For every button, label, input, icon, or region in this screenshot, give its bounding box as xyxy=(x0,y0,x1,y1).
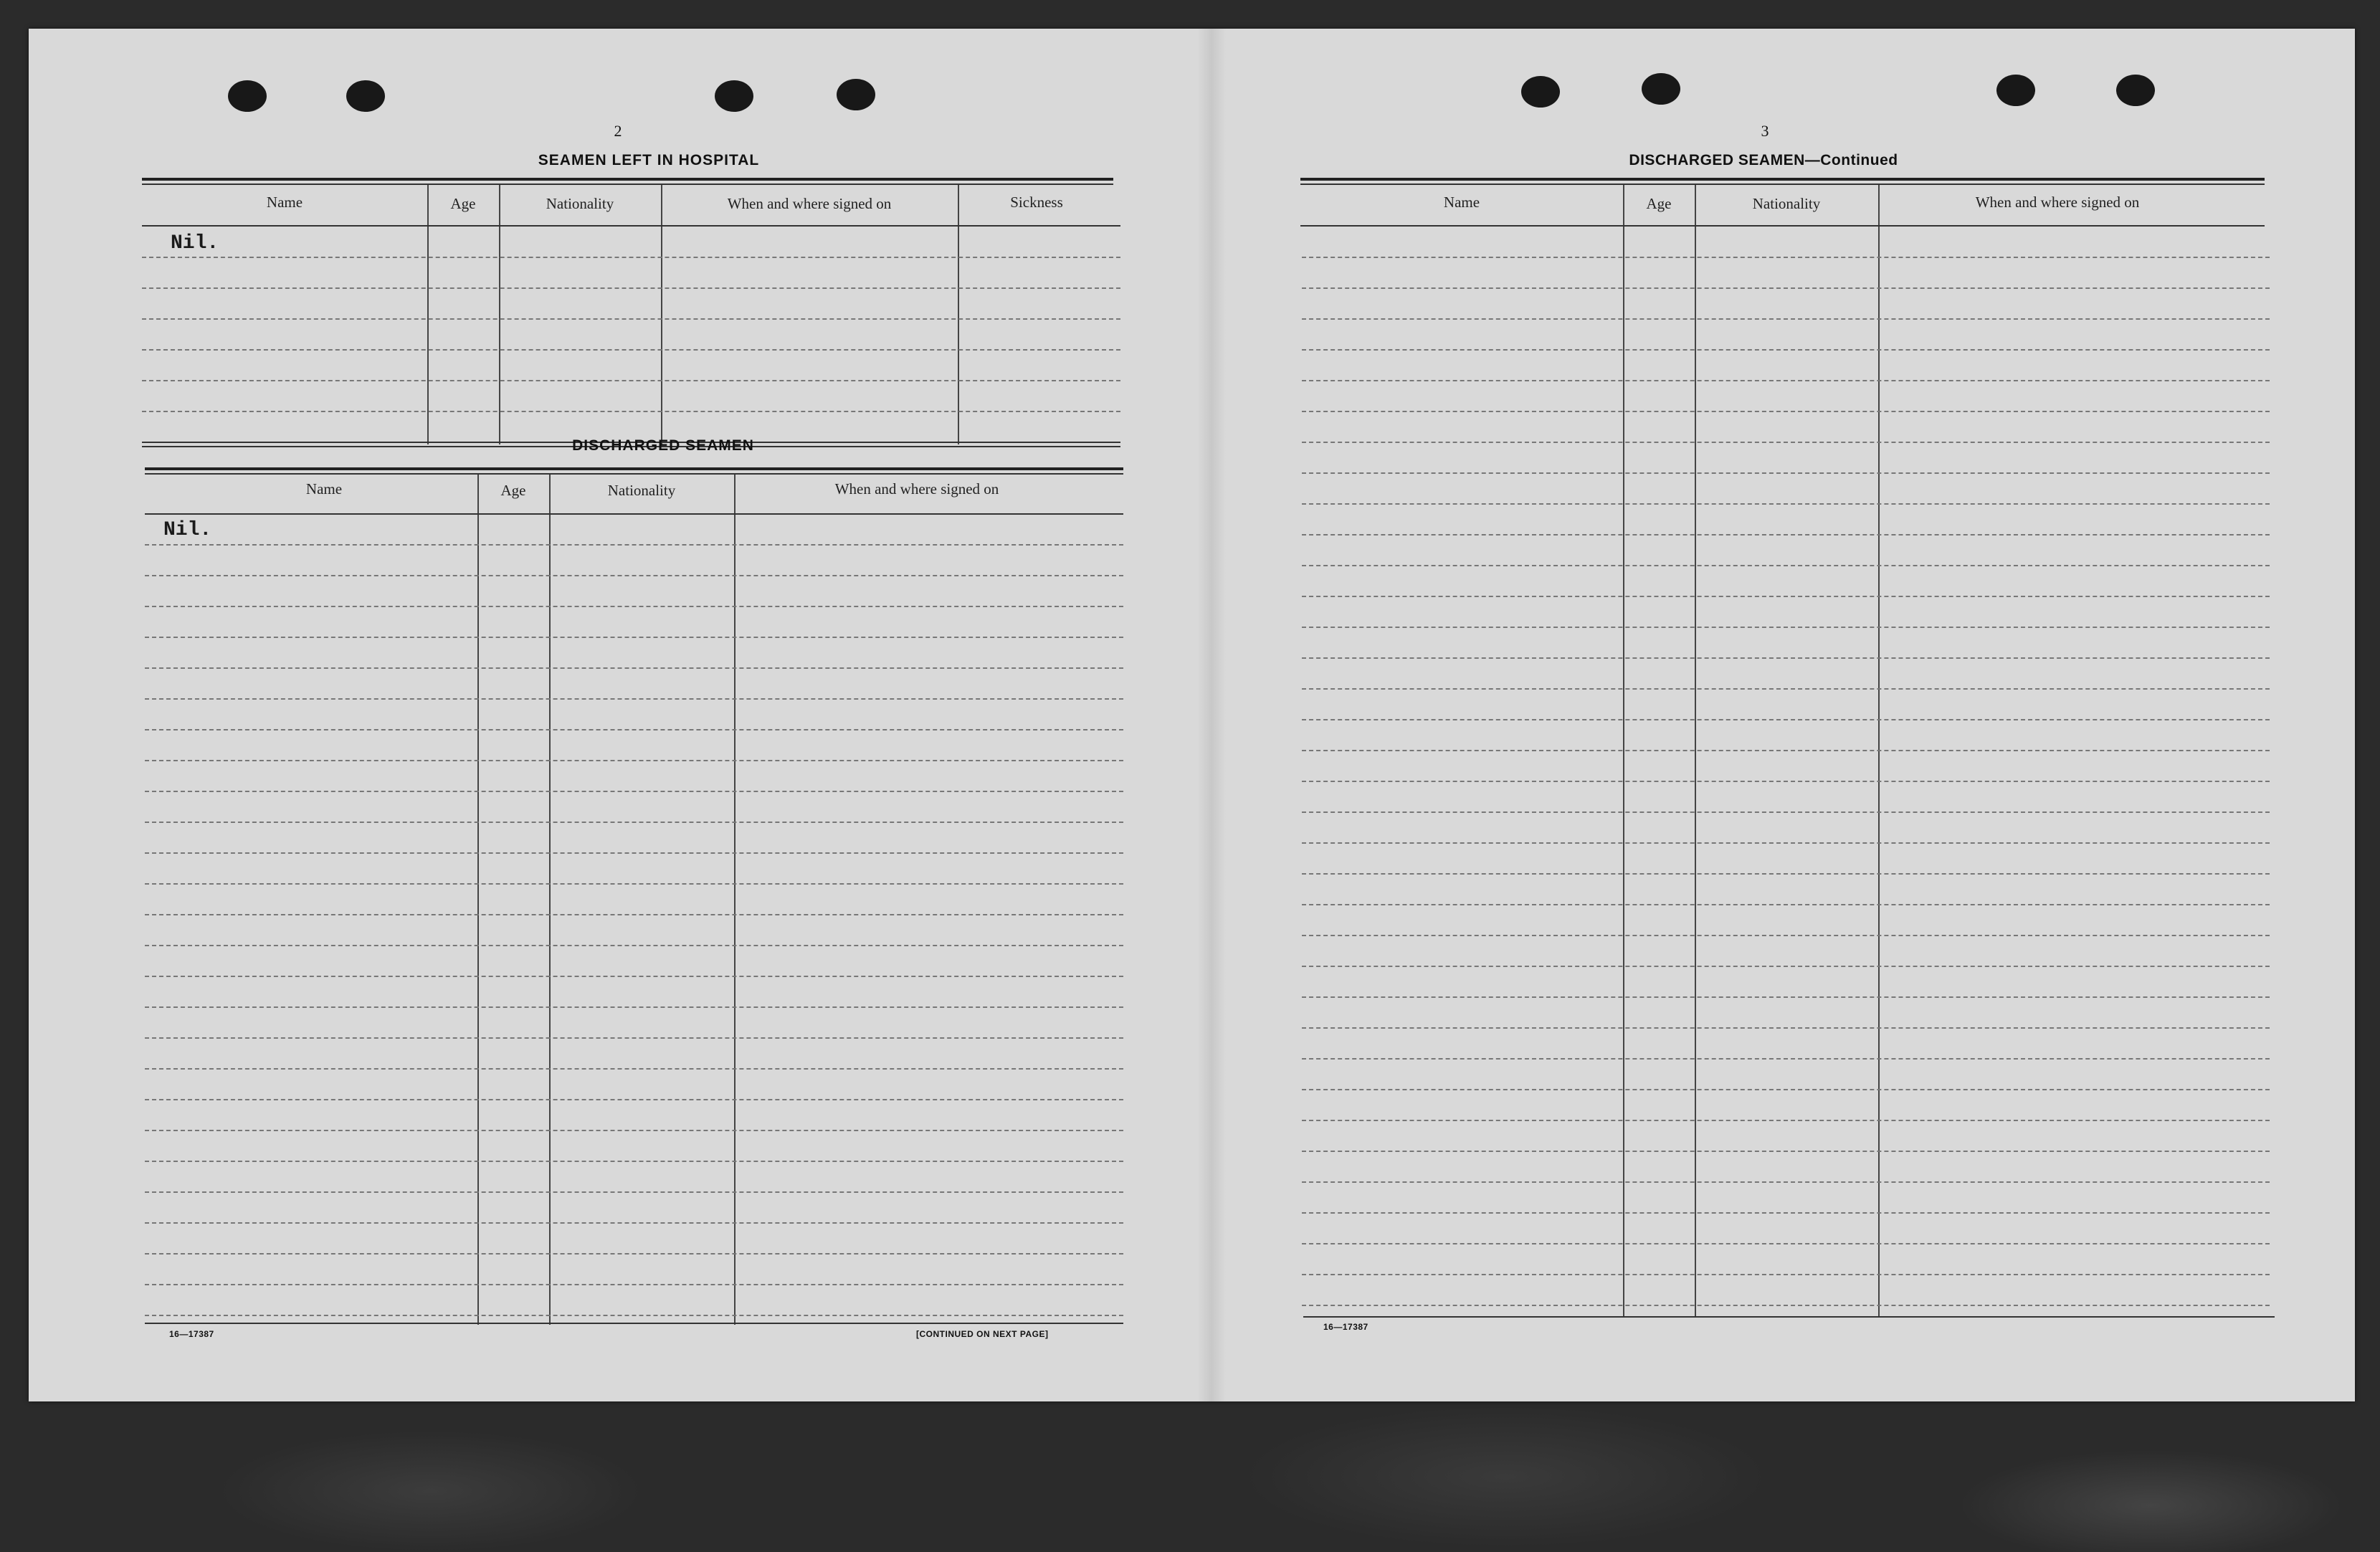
form-ruled-line xyxy=(1302,719,2270,720)
form-ruled-line xyxy=(1302,1151,2270,1152)
hospital-header-when-where: When and where signed on xyxy=(727,195,892,212)
form-ruled-line xyxy=(145,1222,1123,1224)
discharged-top-rule xyxy=(145,467,1123,470)
page-number-left: 2 xyxy=(614,122,622,140)
form-ruled-line xyxy=(1302,565,2270,566)
form-ruled-line xyxy=(142,318,1120,320)
continued-header-name: Name xyxy=(1443,194,1480,211)
form-ruled-line xyxy=(1302,966,2270,967)
discharged-header-rule xyxy=(145,513,1123,515)
hospital-col-divider xyxy=(499,185,500,444)
form-ruled-line xyxy=(145,883,1123,885)
continued-header-rule xyxy=(1300,225,2265,227)
form-ruled-line xyxy=(1302,627,2270,628)
continued-top-rule-thin xyxy=(1300,184,2265,185)
hospital-col-divider xyxy=(427,185,429,444)
form-ruled-line xyxy=(145,945,1123,946)
form-ruled-line xyxy=(1302,811,2270,813)
form-ruled-line xyxy=(1302,842,2270,844)
form-ruled-line xyxy=(1302,1089,2270,1090)
form-ruled-line xyxy=(1302,472,2270,474)
punch-hole xyxy=(1521,76,1560,108)
discharged-header-age: Age xyxy=(500,482,526,499)
form-ruled-line xyxy=(145,791,1123,792)
continued-col-divider xyxy=(1695,185,1696,1318)
form-ruled-line xyxy=(1302,287,2270,289)
form-ruled-line xyxy=(142,411,1120,412)
form-ruled-line xyxy=(145,1253,1123,1255)
form-ruled-line xyxy=(145,914,1123,915)
continued-top-rule xyxy=(1300,178,2265,181)
form-ruled-line xyxy=(145,606,1123,607)
hospital-col-divider xyxy=(661,185,662,444)
form-ruled-line xyxy=(142,287,1120,289)
form-ruled-line xyxy=(1302,873,2270,875)
hospital-header-age: Age xyxy=(450,195,476,212)
form-ruled-line xyxy=(145,760,1123,761)
form-ruled-line xyxy=(145,1284,1123,1285)
continued-header-nationality: Nationality xyxy=(1752,195,1821,212)
hospital-header-nationality: Nationality xyxy=(546,195,614,212)
continued-col-divider xyxy=(1623,185,1624,1318)
form-ruled-line xyxy=(1302,904,2270,905)
discharged-top-rule-thin xyxy=(145,473,1123,475)
form-ruled-line xyxy=(1302,257,2270,258)
punch-hole xyxy=(715,80,753,112)
punch-hole xyxy=(1642,73,1680,105)
form-ruled-line xyxy=(1302,1305,2270,1306)
form-ruled-line xyxy=(145,1191,1123,1193)
punch-hole xyxy=(346,80,385,112)
discharged-header-when-where: When and where signed on xyxy=(834,480,999,498)
continued-note: [CONTINUED ON NEXT PAGE] xyxy=(916,1329,1049,1339)
discharged-col-divider xyxy=(734,475,736,1325)
form-ruled-line xyxy=(1302,596,2270,597)
continued-header-age: Age xyxy=(1646,195,1672,212)
discharged-header-name: Name xyxy=(305,480,343,498)
hospital-row-name: Nil. xyxy=(171,232,219,254)
punch-hole xyxy=(1996,75,2035,106)
discharged-bottom-rule xyxy=(145,1323,1123,1324)
form-ruled-line xyxy=(1302,750,2270,751)
form-ruled-line xyxy=(1302,688,2270,690)
continued-header-when-where: When and where signed on xyxy=(1975,194,2140,211)
form-ruled-line xyxy=(145,698,1123,700)
form-ruled-line xyxy=(145,822,1123,823)
punch-hole xyxy=(2116,75,2155,106)
form-ruled-line xyxy=(1302,380,2270,381)
form-ruled-line xyxy=(142,257,1120,258)
form-ruled-line xyxy=(1302,935,2270,936)
form-ruled-line xyxy=(1302,318,2270,320)
hospital-header-name: Name xyxy=(266,194,303,211)
discharged-col-divider xyxy=(477,475,479,1325)
hospital-top-rule xyxy=(142,178,1113,181)
form-ruled-line xyxy=(145,1006,1123,1008)
form-ruled-line xyxy=(145,1161,1123,1162)
form-ruled-line xyxy=(1302,1058,2270,1060)
punch-hole xyxy=(228,80,267,112)
form-ruled-line xyxy=(1302,534,2270,535)
form-number-left: 16—17387 xyxy=(169,1329,214,1339)
form-ruled-line xyxy=(1302,1120,2270,1121)
form-ruled-line xyxy=(145,637,1123,638)
form-ruled-line xyxy=(145,852,1123,854)
form-number-right: 16—17387 xyxy=(1323,1322,1368,1332)
form-ruled-line xyxy=(145,1037,1123,1039)
punch-hole xyxy=(837,79,875,110)
form-ruled-line xyxy=(145,575,1123,576)
continued-col-divider xyxy=(1878,185,1880,1318)
form-ruled-line xyxy=(145,976,1123,977)
form-ruled-line xyxy=(1302,1274,2270,1275)
hospital-header-sickness: Sickness xyxy=(1010,194,1063,211)
form-ruled-line xyxy=(1302,1181,2270,1183)
form-ruled-line xyxy=(1302,1212,2270,1214)
form-ruled-line xyxy=(1302,1027,2270,1029)
discharged-header-nationality: Nationality xyxy=(607,482,676,499)
hospital-col-divider xyxy=(958,185,959,444)
hospital-section-title: SEAMEN LEFT IN HOSPITAL xyxy=(538,152,760,168)
form-sheet xyxy=(29,29,2355,1401)
form-ruled-line xyxy=(145,1068,1123,1070)
discharged-row-name: Nil. xyxy=(163,519,212,541)
form-ruled-line xyxy=(1302,411,2270,412)
discharged-continued-title: DISCHARGED SEAMEN—Continued xyxy=(1629,152,1898,168)
form-ruled-line xyxy=(145,1099,1123,1100)
form-ruled-line xyxy=(145,667,1123,669)
form-ruled-line xyxy=(1302,349,2270,351)
discharged-col-divider xyxy=(549,475,551,1325)
form-ruled-line xyxy=(142,380,1120,381)
page-number-right: 3 xyxy=(1761,122,1769,140)
form-ruled-line xyxy=(1302,781,2270,782)
form-ruled-line xyxy=(1302,442,2270,443)
form-ruled-line xyxy=(1302,503,2270,505)
hospital-top-rule-thin xyxy=(142,184,1113,185)
form-ruled-line xyxy=(145,544,1123,546)
form-ruled-line xyxy=(145,729,1123,730)
hospital-header-rule xyxy=(142,225,1120,227)
form-ruled-line xyxy=(1302,996,2270,998)
form-ruled-line xyxy=(1302,1243,2270,1244)
form-ruled-line xyxy=(142,349,1120,351)
discharged-section-title: DISCHARGED SEAMEN xyxy=(572,437,754,454)
form-ruled-line xyxy=(145,1130,1123,1131)
page-fold xyxy=(1197,29,1226,1401)
form-ruled-line xyxy=(1302,657,2270,659)
continued-bottom-rule xyxy=(1303,1316,2275,1318)
form-ruled-line xyxy=(145,1315,1123,1316)
